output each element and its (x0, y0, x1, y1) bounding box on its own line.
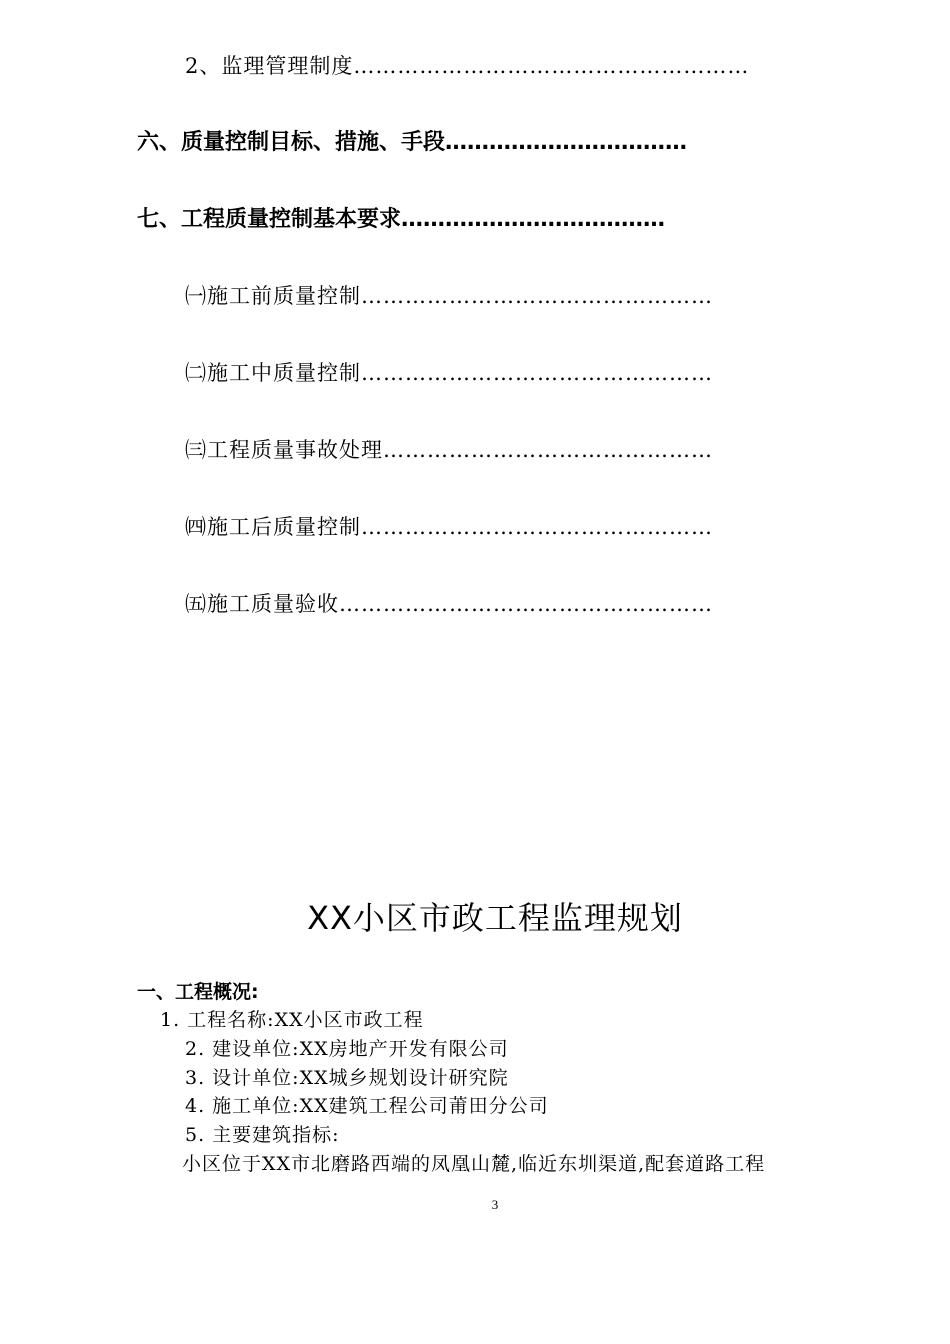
toc-sub-post-construction: ㈣施工后质量控制………………………………………… (185, 515, 713, 539)
toc-item-management-system: 2、监理管理制度……………………………………………… (185, 54, 750, 78)
toc-sub-acceptance: ㈤施工质量验收…………………………………………… (185, 592, 713, 616)
overview-item-main-indicators: 5. 主要建筑指标: (185, 1124, 340, 1146)
toc-sub-pre-construction: ㈠施工前质量控制………………………………………… (185, 284, 713, 308)
overview-item-project-name: 1. 工程名称:XX小区市政工程 (160, 1009, 424, 1031)
overview-paragraph: 小区位于XX市北磨路西端的凤凰山麓,临近东圳渠道,配套道路工程 (182, 1153, 766, 1175)
overview-item-developer: 2. 建设单位:XX房地产开发有限公司 (185, 1038, 509, 1060)
toc-section-quality-requirements: 七、工程质量控制基本要求……………………………… (137, 207, 666, 232)
page-number: 3 (491, 1197, 499, 1212)
toc-section-quality-targets: 六、质量控制目标、措施、手段…………………………… (137, 130, 688, 155)
overview-item-designer: 3. 设计单位:XX城乡规划设计研究院 (185, 1067, 509, 1089)
toc-sub-accident-handling: ㈢工程质量事故处理……………………………………… (185, 438, 713, 462)
toc-sub-during-construction: ㈡施工中质量控制………………………………………… (185, 361, 713, 385)
section-heading-overview: 一、工程概况: (137, 981, 259, 1003)
overview-item-contractor: 4. 施工单位:XX建筑工程公司莆田分公司 (185, 1095, 549, 1117)
document-title: XX小区市政工程监理规划 (307, 899, 683, 937)
